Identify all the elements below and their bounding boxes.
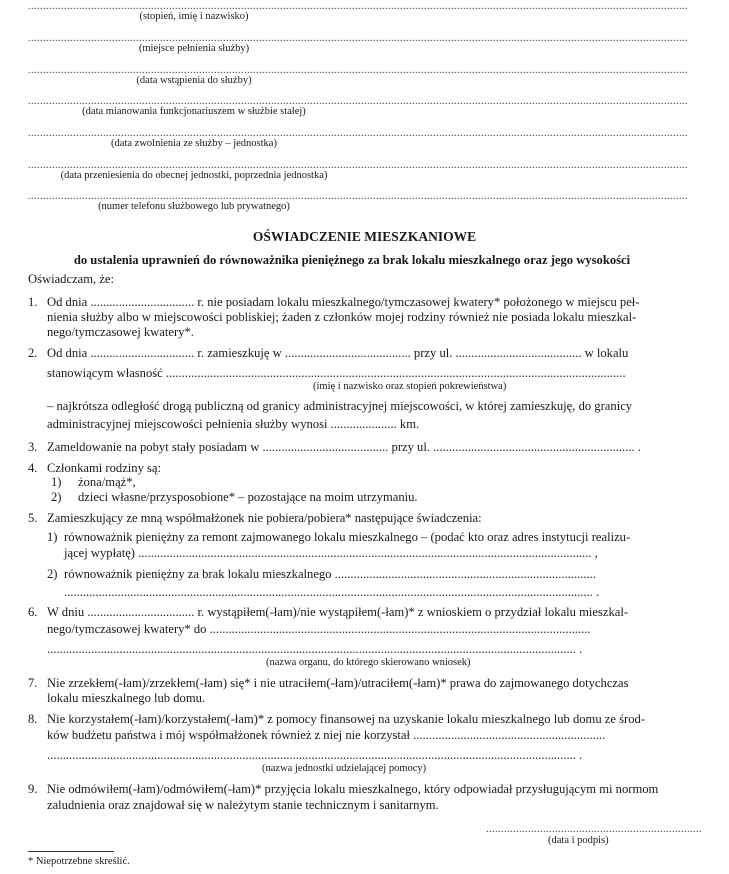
item-number: 8.: [28, 712, 38, 726]
item-line: nego/tymczasowej kwatery* do .........................................................................................................................: [47, 622, 591, 636]
field-caption: (nazwa jednostki udzielającej pomocy): [262, 763, 427, 774]
item-number: 3.: [28, 440, 38, 454]
field-caption-service-start: (data wstąpienia do służby): [136, 75, 252, 86]
fill-line: ............................................................................................................................................................................................................................: [28, 191, 688, 202]
item-number: 2.: [28, 346, 38, 360]
field-caption-discharge: (data zwolnienia ze służby – jednostka): [111, 138, 277, 149]
item-line: Od dnia ................................. r. zamieszkuję w ........................................ przy ul. ........................................ w lokalu: [47, 346, 629, 360]
item-number: 9.: [28, 782, 38, 796]
signature-caption: (data i podpis): [548, 835, 609, 846]
fill-line: ............................................................................................................................................................................................................................: [28, 96, 688, 107]
footnote-divider: [28, 851, 114, 852]
item-line: Nie odmówiłem(-łam)/odmówiłem(-łam)* przyjęcia lokalu mieszkalnego, który odpowiadał przysługującym mi normom: [47, 782, 659, 796]
field-caption-service-place: (miejsce pełnienia służby): [138, 43, 250, 54]
fill-line: ............................................................................................................................................................................................................................: [28, 1, 688, 12]
subitem-text: dzieci własne/przysposobione* – pozostające na moim utrzymaniu.: [78, 490, 418, 504]
subitem-text: równoważnik pieniężny za remont zajmowanego lokalu mieszkalnego – (podać kto oraz adres instytucji realizu-: [64, 530, 631, 544]
item-line: administracyjnej miejscowości pełnienia służby wynosi ..................... km.: [47, 417, 420, 431]
document-title: OŚWIADCZENIE MIESZKANIOWE: [252, 229, 477, 244]
footnote: * Niepotrzebne skreślić.: [28, 856, 130, 867]
item-line: W dniu .................................. r. wystąpiłem(-łam)/nie wystąpiłem(-łam)* z wnioskiem o przydział lokalu mieszkal-: [47, 605, 629, 619]
subitem-text: równoważnik pieniężny za brak lokalu mieszkalnego ...................................................................................: [64, 567, 596, 581]
item-line: – najkrótsza odległość drogą publiczną od granicy administracyjnej miejscowości, w której zamieszkuję, do granicy: [47, 399, 633, 413]
field-caption-appointment-date: (data mianowania funkcjonariuszem w służbie stałej): [82, 106, 306, 117]
item-number: 4.: [28, 461, 38, 475]
subitem-text: jącej wypłatę) ................................................................................................................................................ ,: [64, 546, 598, 560]
fill-line: ............................................................................................................................................................................................................................: [28, 128, 688, 139]
item-number: 5.: [28, 511, 38, 525]
item-number: 6.: [28, 605, 38, 619]
item-line: Zameldowanie na pobyt stały posiadam w ........................................ przy ul. ................................................................ .: [47, 440, 641, 454]
item-line: ........................................................................................................................................................................ .: [47, 642, 583, 656]
item-number: 1.: [28, 295, 38, 309]
intro-text: Oświadczam, że:: [28, 272, 115, 286]
item-line: nienia służby albo w miejscowości pobliskiej; żaden z członków mojej rodziny również nie posiada lokalu mieszkal-: [47, 310, 637, 324]
field-caption-transfer: (data przeniesienia do obecnej jednostki, poprzednia jednostka): [60, 170, 328, 181]
item-line: Zamieszkujący ze mną współmałżonek nie pobiera/pobiera* następujące świadczenia:: [47, 511, 482, 525]
subitem-number: 1): [47, 530, 58, 544]
document-subtitle: do ustalenia uprawnień do równoważnika pieniężnego za brak lokalu mieszkalnego oraz jego wysokości: [73, 253, 631, 267]
field-caption: (nazwa organu, do którego skierowano wniosek): [266, 657, 471, 668]
field-caption-rank-name: (stopień, imię i nazwisko): [139, 11, 249, 22]
subitem-number: 2): [47, 567, 58, 581]
item-line: ........................................................................................................................................................................ .: [47, 748, 583, 762]
field-caption-phone: (numer telefonu służbowego lub prywatnego): [98, 201, 290, 212]
item-line: Członkami rodziny są:: [47, 461, 162, 475]
subitem-number: 1): [51, 475, 62, 489]
item-line: Od dnia ................................. r. nie posiadam lokalu mieszkalnego/tymczasowej kwatery* położonego w miejscu peł-: [47, 295, 640, 309]
item-line: lokalu mieszkalnego lub domu.: [47, 691, 206, 705]
fill-line: ............................................................................................................................................................................................................................: [28, 33, 688, 44]
item-line: ków budżetu państwa i mój współmałżonek również z niej nie korzystał .............................................................: [47, 728, 606, 742]
item-line: nego/tymczasowej kwatery*.: [47, 325, 194, 339]
item-line: zaludnienia oraz znajdował się w należytym stanie technicznym i sanitarnym.: [47, 798, 439, 812]
item-number: 7.: [28, 676, 38, 690]
subitem-text: żona/mąż*,: [78, 475, 136, 489]
subitem-text: ........................................................................................................................................................................ .: [64, 585, 600, 599]
field-caption: (imię i nazwisko oraz stopień pokrewieństwa): [313, 381, 507, 392]
item-line: Nie korzystałem(-łam)/korzystałem(-łam)* z pomocy finansowej na uzyskanie lokalu mieszkalnego lub domu ze środ-: [47, 712, 646, 726]
fill-line: ............................................................................................................................................................................................................................: [28, 160, 688, 171]
signature-line: ........................................................................: [486, 824, 702, 835]
item-line: Nie zrzekłem(-łam)/zrzekłem(-łam) się* i nie utraciłem(-łam)/utraciłem(-łam)* prawa do zajmowanego dotychczas: [47, 676, 629, 690]
fill-line: ............................................................................................................................................................................................................................: [28, 65, 688, 76]
item-line: stanowiącym własność ..................................................................................................................................................: [47, 366, 626, 380]
subitem-number: 2): [51, 490, 62, 504]
